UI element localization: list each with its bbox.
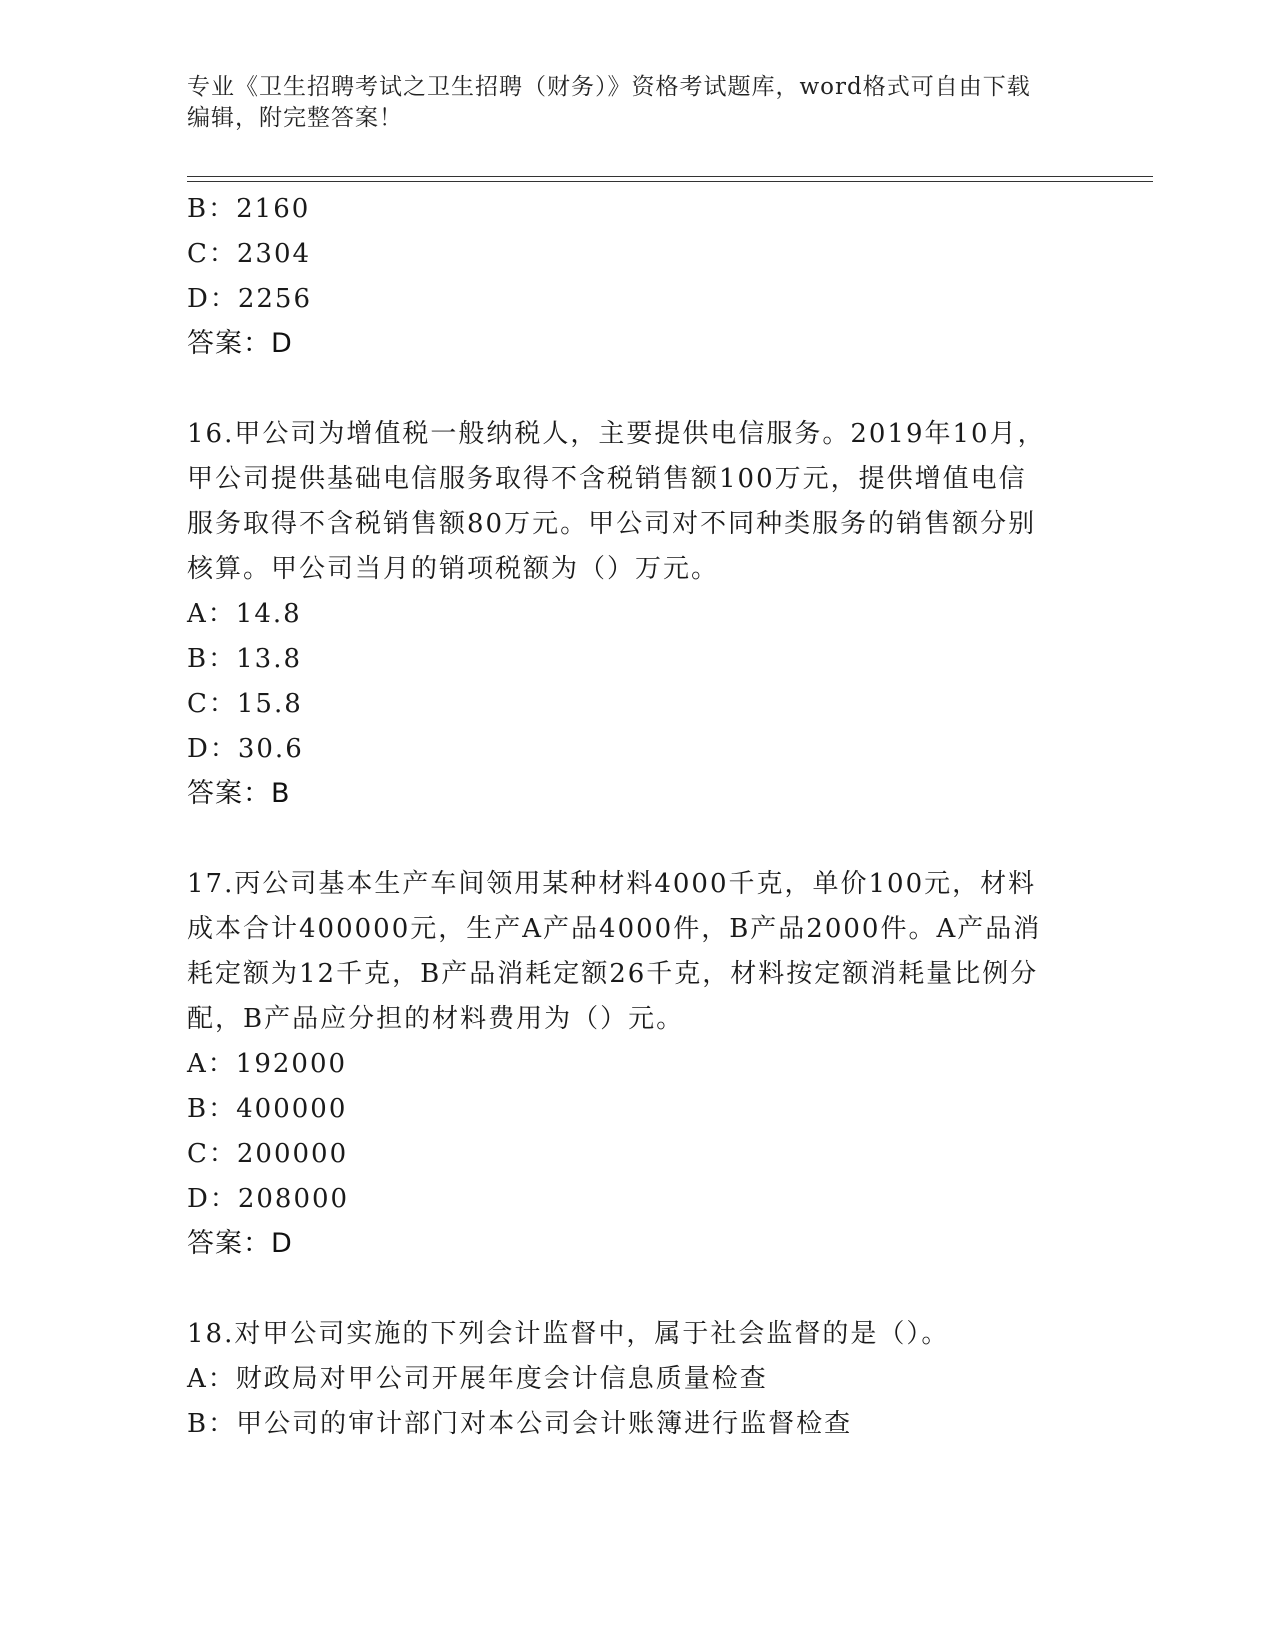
q17-stem-line-1: 17.丙公司基本生产车间领用某种材料4000千克，单价100元，材料 [187, 869, 1037, 899]
q16-answer: 答案：B [187, 778, 291, 809]
q17-option-d: D：208000 [187, 1184, 350, 1214]
prev-option-d: D：2256 [187, 284, 313, 314]
header-line-1: 专业《卫生招聘考试之卫生招聘（财务）》资格考试题库，word格式可自由下载 [187, 74, 1031, 100]
header-line-2: 编辑，附完整答案！ [187, 105, 403, 131]
document-header [187, 72, 1087, 134]
q16-stem-line-4: 核算。甲公司当月的销项税额为（）万元。 [187, 554, 720, 584]
q16-stem-line-3: 服务取得不含税销售额80万元。甲公司对不同种类服务的销售额分别 [187, 509, 1037, 539]
q17-stem-line-4: 配，B产品应分担的材料费用为（）元。 [187, 1004, 685, 1034]
q18-option-a: A：财政局对甲公司开展年度会计信息质量检查 [187, 1364, 768, 1394]
q16-stem-line-1: 16.甲公司为增值税一般纳税人，主要提供电信服务。2019年10月， [187, 419, 1046, 449]
header-divider-top [187, 176, 1153, 177]
q16-option-b: B：13.8 [187, 644, 302, 674]
q17-answer: 答案：D [187, 1228, 293, 1259]
q17-option-b: B：400000 [187, 1094, 348, 1124]
prev-answer: 答案：D [187, 328, 293, 359]
q17-stem-line-2: 成本合计400000元，生产A产品4000件，B产品2000件。A产品消 [187, 914, 1042, 944]
q18-option-b: B：甲公司的审计部门对本公司会计账簿进行监督检查 [187, 1409, 853, 1439]
q17-stem-line-3: 耗定额为12千克，B产品消耗定额26千克，材料按定额消耗量比例分 [187, 959, 1039, 989]
q16-option-d: D：30.6 [187, 734, 304, 764]
q17-option-c: C：200000 [187, 1139, 349, 1169]
prev-option-c: C：2304 [187, 239, 312, 269]
prev-option-b: B：2160 [187, 194, 311, 224]
q18-stem-line-1: 18.对甲公司实施的下列会计监督中，属于社会监督的是（）。 [187, 1319, 950, 1349]
q16-option-a: A：14.8 [187, 599, 302, 629]
q16-option-c: C：15.8 [187, 689, 303, 719]
q17-option-a: A：192000 [187, 1049, 348, 1079]
header-divider-bottom [187, 181, 1153, 182]
q16-stem-line-2: 甲公司提供基础电信服务取得不含税销售额100万元，提供增值电信 [187, 464, 1027, 494]
